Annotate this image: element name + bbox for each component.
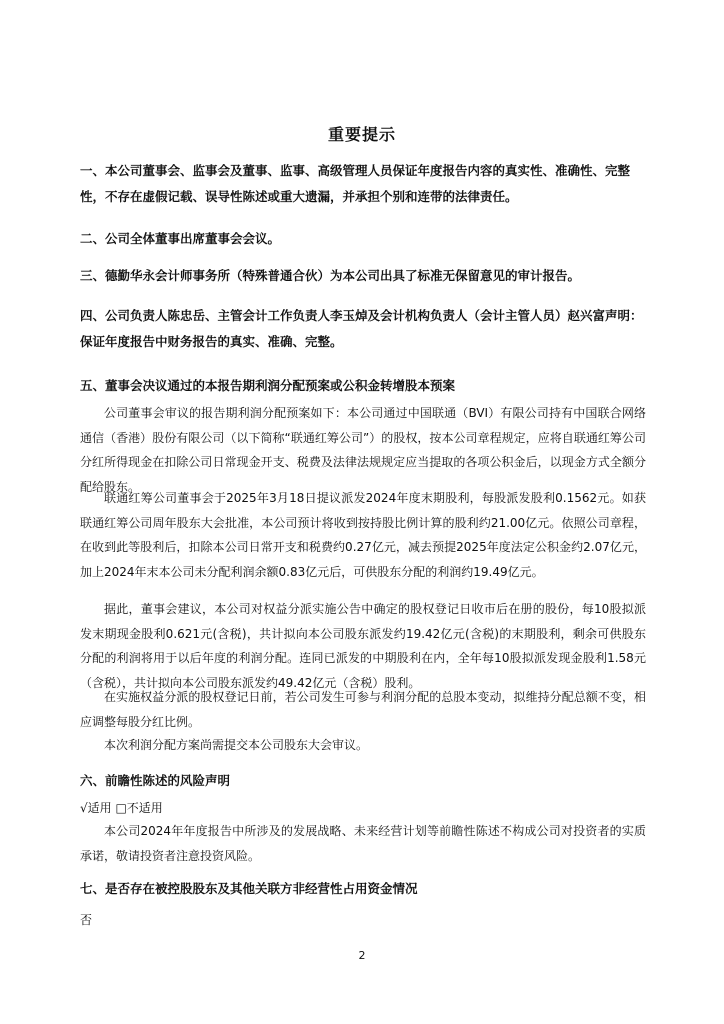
section-6-heading: 六、前瞻性陈述的风险声明: [80, 773, 231, 788]
section-7-heading: 七、是否存在被控股股东及其他关联方非经营性占用资金情况: [80, 881, 418, 896]
page-number: 2: [358, 949, 366, 962]
section-7-answer: 否: [80, 913, 93, 927]
section-5-paragraph-2: 联通红筹公司董事会于2025年3月18日提议派发2024年度末期股利，每股派发股利0.1562元。如获联通红筹公司周年股东大会批准，本公司预计将收到按持股比例计算的股利约21.00亿元。依照公司章程，在收到此等股利后，扣除本公司日常开支和税费约0.27亿元，减去预提2025年度法定公积金约2.07亿元，加上2024年末本公司未分配利润余额0.83亿元后，可供股东分配的利润约19.49亿元。: [80, 491, 646, 579]
section-6-paragraph: 本公司2024年年度报告中所涉及的发展战略、未来经营计划等前瞻性陈述不构成公司对投资者的实质承诺，敬请投资者注意投资风险。: [80, 824, 646, 863]
section-5-heading: 五、董事会决议通过的本报告期利润分配预案或公积金转增股本预案: [80, 378, 456, 393]
page-title: 重要提示: [327, 125, 396, 144]
section-5-paragraph-4: 在实施权益分派的股权登记日前，若公司发生可参与利润分配的总股本变动，拟维持分配总额不变，相应调整每股分红比例。: [80, 690, 646, 729]
section-2-heading: 二、公司全体董事出席董事会会议。: [80, 231, 281, 246]
applicability-checkbox-text: √适用 □不适用: [80, 801, 163, 815]
section-3-heading: 三、德勤华永会计师事务所（特殊普通合伙）为本公司出具了标准无保留意见的审计报告。: [80, 268, 581, 283]
section-4-heading: 四、公司负责人陈忠岳、主管会计工作负责人李玉焯及会计机构负责人（会计主管人员）赵兴富声明：保证年度报告中财务报告的真实、准确、完整。: [80, 308, 643, 349]
section-1-heading: 一、本公司董事会、监事会及董事、监事、高级管理人员保证年度报告内容的真实性、准确性、完整性，不存在虚假记载、误导性陈述或重大遗漏，并承担个别和连带的法律责任。: [80, 163, 631, 204]
section-5-paragraph-1: 公司董事会审议的报告期利润分配预案如下：本公司通过中国联通（BVI）有限公司持有中国联合网络通信（香港）股份有限公司（以下简称“联通红筹公司”）的股权，按本公司章程规定，应将自联通红筹公司分红所得现金在扣除公司日常现金开支、税费及法律法规规定应当提取的各项公积金后，以现金方式全额分配给股东。: [80, 406, 646, 494]
section-5-paragraph-3: 据此，董事会建议，本公司对权益分派实施公告中确定的股权登记日收市后在册的股份，每10股拟派发末期现金股利0.621元(含税)，共计拟向本公司股东派发约19.42亿元(含税)的末期股利，剩余可供股东分配的利润将用于以后年度的利润分配。连同已派发的中期股利在内，全年每10股拟派发现金股利1.58元（含税），共计拟向本公司股东派发约49.42亿元（含税）股利。: [80, 602, 646, 690]
section-5-paragraph-5: 本次利润分配方案尚需提交本公司股东大会审议。: [104, 738, 369, 752]
